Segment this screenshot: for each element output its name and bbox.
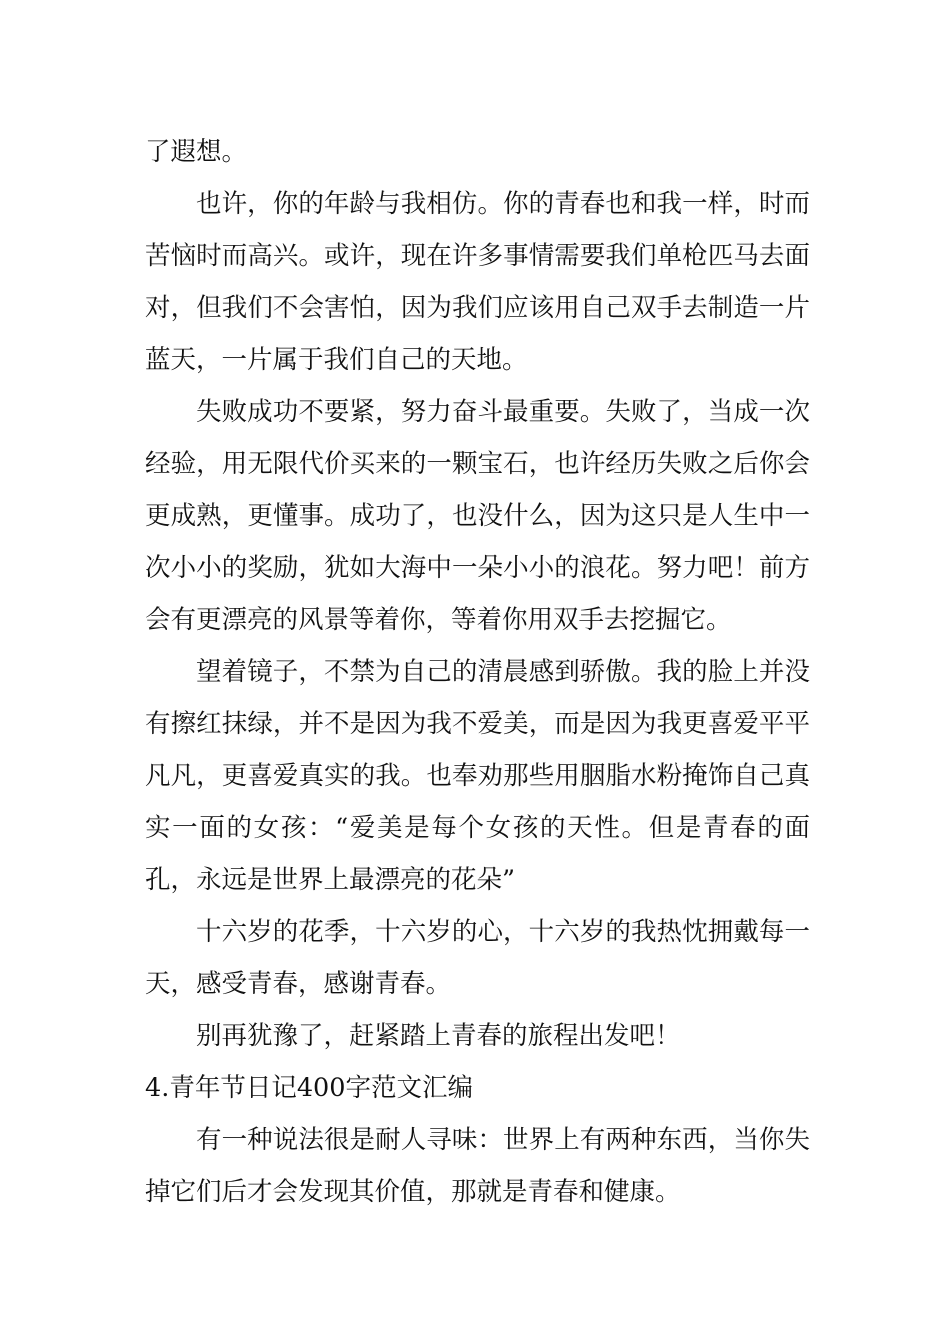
section-heading: 4.青年节日记400字范文汇编 xyxy=(145,1073,474,1103)
paragraph-mirror: 望着镜子，不禁为自己的清晨感到骄傲。我的脸上并没有擦红抹绿，并不是因为我不爱美，而是因为我更喜爱平平凡凡，更喜爱真实的我。也奉劝那些用胭脂水粉掩饰自己真实一面的女孩：“爱美是每个女孩的天性。但是青春的面孔，永远是世界上最漂亮的花朵” xyxy=(145,657,810,895)
document-body xyxy=(145,126,810,1218)
paragraph-same-age: 也许，你的年龄与我相仿。你的青春也和我一样，时而苦恼时而高兴。或许，现在许多事情需要我们单枪匹马去面对，但我们不会害怕，因为我们应该用自己双手去制造一片蓝天，一片属于我们自己的天地。 xyxy=(145,189,810,375)
paragraph-dont-hesitate: 别再犹豫了，赶紧踏上青春的旅程出发吧！ xyxy=(196,1021,681,1051)
paragraph-continuation: 了遐想。 xyxy=(145,137,248,167)
paragraph-failure-success: 失败成功不要紧，努力奋斗最重要。失败了，当成一次经验，用无限代价买来的一颗宝石，也许经历失败之后你会更成熟，更懂事。成功了，也没什么，因为这只是人生中一次小小的奖励，犹如大海中一朵小小的浪花。努力吧！前方会有更漂亮的风景等着你，等着你用双手去挖掘它。 xyxy=(145,397,810,635)
paragraph-sixteen: 十六岁的花季，十六岁的心，十六岁的我热忱拥戴每一天，感受青春，感谢青春。 xyxy=(145,917,810,999)
paragraph-youth-health: 有一种说法很是耐人寻味：世界上有两种东西，当你失掉它们后才会发现其价值，那就是青春和健康。 xyxy=(145,1125,810,1207)
